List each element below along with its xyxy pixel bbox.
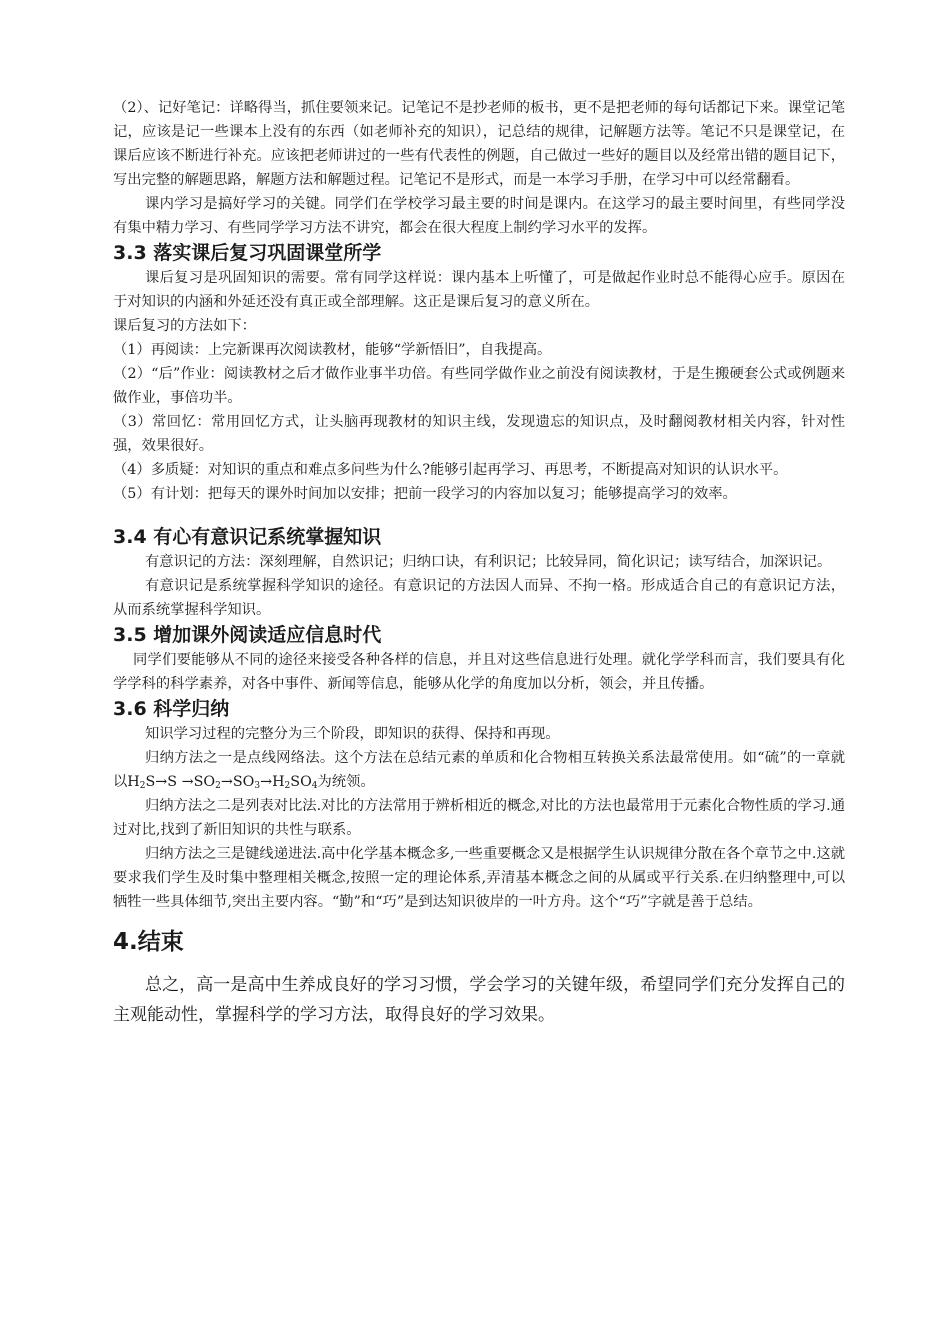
paragraph-conclusion: 总之，高一是高中生养成良好的学习习惯，学会学习的关键年级，希望同学们充分发挥自己的主观能动性，掌握科学的学习方法，取得良好的学习效果。 [113,975,845,1025]
paragraph-stages: 知识学习过程的完整分为三个阶段，即知识的获得、保持和再现。 [145,726,560,742]
paragraph-review-intro: 课后复习是巩固知识的需要。常有同学这样说：课内基本上听懂了，可是做起作业时总不能得心应手。原因在于对知识的内涵和外延还没有真正或全部理解。这正是课后复习的意义所在。 [113,270,845,310]
list-item-question: （4）多质疑：对知识的重点和难点多问些为什么?能够引起再学习、再思考，不断提高对知识的认识水平。 [113,462,788,478]
paragraph-memory-system: 有意识记是系统掌握科学知识的途径。有意识记的方法因人而异、不拘一格。形成适合自己的有意识记方法，从而系统掌握科学知识。 [113,578,845,618]
network-method-end: 为统领。 [317,774,375,790]
chemical-chain: $H_2S\to S \to SO_2\to SO_3\to H_2SO_4$ [127,774,318,791]
arrow-icon: → [181,774,194,790]
heading-3-4: 3.4 有心有意识记系统掌握知识 [113,526,382,548]
heading-3-6: 3.6 科学归纳 [113,698,230,720]
paragraph-network-method [113,746,845,794]
heading-3-5: 3.5 增加课外阅读适应信息时代 [113,624,382,646]
paragraph-memory-methods: 有意识记的方法：深刻理解，自然识记；归纳口诀，有利识记；比较异同，简化识记；读写结合，加深识记。 [145,554,832,570]
list-item-reread: （1）再阅读：上完新课再次阅读教材，能够“学新悟旧”，自我提高。 [113,342,552,358]
list-item-plan: （5）有计划：把每天的课外时间加以安排；把前一段学习的内容加以复习；能够提高学习的效率。 [113,486,737,502]
network-method-text: 归纳方法之一是点线网络法。这个方法在总结元素的单质和化合物相互转换关系法最常使用。如“硫”的一章就以 [113,750,845,790]
heading-4: 4.结束 [113,929,184,955]
list-item-homework: （2）“后”作业：阅读教材之后才做作业事半功倍。有些同学做作业之前没有阅读教材，于是生搬硬套公式或例题来做作业，事倍功半。 [113,366,845,406]
paragraph-review-methods: 课后复习的方法如下： [113,318,256,334]
paragraph-notes: （2）、记好笔记：详略得当，抓住要领来记。记笔记不是抄老师的板书，更不是把老师的每句话都记下来。课堂记笔记，应该是记一些课本上没有的东西（如老师补充的知识），记总结的规律，记解题方法等。笔记不只是课堂记，在课后应该不断进行补充。应该把老师讲过的一些有代表性的例题，自己做过一些好的题目以及经常出错的题目记下，写出完整的解题思路，解题方法和解题过程。记笔记不是形式，而是一本学习手册，在学习中可以经常翻看。 [113,100,845,188]
paragraph-table-method: 归纳方法之二是列表对比法.对比的方法常用于辨析相近的概念,对比的方法也最常用于元素化合物性质的学习.通过对比,找到了新旧知识的共性与联系。 [113,798,845,838]
arrow-icon: → [260,774,273,790]
document-page [113,96,845,1030]
list-item-recall: （3）常回忆：常用回忆方式，让头脑再现教材的知识主线，发现遗忘的知识点，及时翻阅教材相关内容，针对性强，效果很好。 [113,414,845,454]
heading-3-3: 3.3 落实课后复习巩固课堂所学 [113,242,382,264]
arrow-icon: → [155,774,168,790]
arrow-icon: → [220,774,233,790]
paragraph-class-learning: 课内学习是搞好学习的关键。同学们在学校学习最主要的时间是课内。在这学习的最主要时间里，有些同学没有集中精力学习、有些同学学习方法不讲究，都会在很大程度上制约学习水平的发挥。 [113,196,845,236]
paragraph-reading: 同学们要能够从不同的途径来接受各种各样的信息，并且对这些信息进行处理。就化学学科而言，我们要具有化学学科的科学素养，对各中事件、新闻等信息，能够从化学的角度加以分析，领会，并且传播。 [113,652,845,692]
paragraph-key-line-method: 归纳方法之三是键线递进法.高中化学基本概念多,一些重要概念又是根据学生认识规律分散在各个章节之中.这就要求我们学生及时集中整理相关概念,按照一定的理论体系,弄清基本概念之间的从属或平行关系.在归纳整理中,可以牺牲一些具体细节,突出主要内容。“勤”和“巧”是到达知识彼岸的一叶方舟。这个“巧”字就是善于总结。 [113,846,845,910]
